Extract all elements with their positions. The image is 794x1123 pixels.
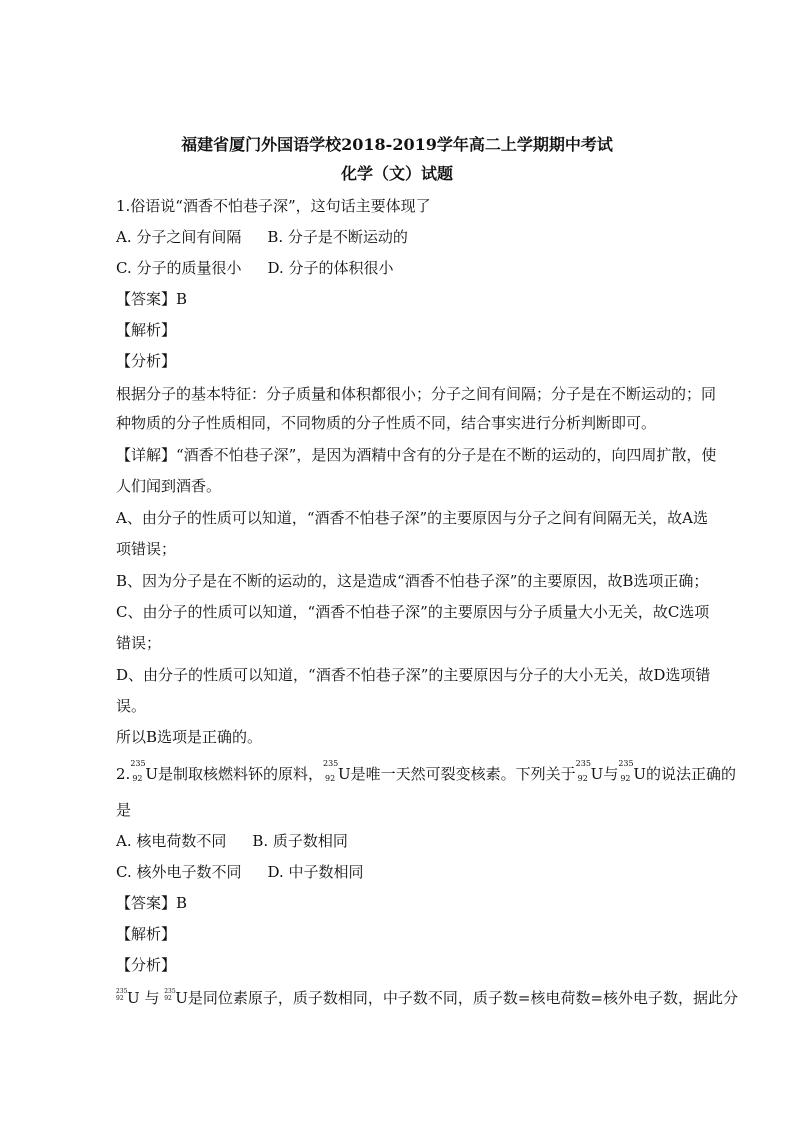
q2-jiexi-label: 【解析】 [116, 925, 177, 943]
q1-detail-line-2: 人们闻到酒香。 [116, 477, 222, 495]
q1-option-a: A. 分子之间有间隔 [116, 228, 242, 246]
q1-option-d: D. 分子的体积很小 [267, 259, 394, 277]
q1-conclusion: 所以B选项是正确的。 [116, 728, 263, 746]
q2-analysis-isotope-1: 235 92 U [116, 988, 140, 1007]
q1-answer: 【答案】B [116, 290, 188, 308]
q2-option-b: B. 质子数相同 [252, 832, 348, 850]
q2-option-c: C. 核外电子数不同 [116, 863, 242, 881]
q1-option-c: C. 分子的质量很小 [116, 259, 242, 277]
q1-options-cd [116, 258, 394, 278]
q1-d-line-2: 误。 [116, 697, 147, 715]
q1-d-line-1: D、由分子的性质可以知道，“酒香不怕巷子深”的主要原因与分子的大小无关，故D选项错 [116, 666, 711, 684]
q1-b-line-1: B、因为分子是在不断的运动的，这是造成“酒香不怕巷子深”的主要原因，故B选项正确； [116, 572, 709, 590]
q1-c-line-1: C、由分子的性质可以知道，“酒香不怕巷子深”的主要原因与分子质量大小无关，故C选项 [116, 603, 710, 621]
q2-option-d: D. 中子数相同 [267, 863, 364, 881]
q2-analysis-line-1: 235 92 U 与 235 92 U是同位素原子，质子数相同，中子数不同，质子数=核电荷数=核外电子数，据此分 [116, 988, 739, 1007]
q1-detail-line-1: 【详解】“酒香不怕巷子深”，是因为酒精中含有的分子是在不断的运动的，向四周扩散，使 [116, 446, 717, 464]
q2-options-ab [116, 831, 348, 851]
q1-fenxi-label: 【分析】 [116, 352, 177, 370]
q2-isotope-3: 235 92 U [575, 759, 604, 783]
q1-analysis-line-1: 根据分子的基本特征：分子质量和体积都很小；分子之间有间隔；分子是在不断运动的；同 [116, 385, 717, 403]
q1-option-b: B. 分子是不断运动的 [267, 228, 408, 246]
q2-isotope-1: 235 92 U [130, 759, 158, 783]
q1-stem: 1.俗语说“酒香不怕巷子深”，这句话主要体现了 [116, 197, 431, 215]
q2-fenxi-label: 【分析】 [116, 956, 177, 974]
q2-stem-line-1: 2. 235 92 U是制取核燃料钚的原料， 235 92 U是唯一天然可裂变核素。下列关于 235 92 U与 235 92 U的说法正确的 [116, 759, 736, 783]
document-title: 福建省厦门外国语学校2018-2019学年高二上学期期中考试 [181, 135, 613, 154]
document-subtitle: 化学（文）试题 [340, 164, 453, 183]
q2-isotope-2: 235 92 U [322, 759, 351, 783]
q2-answer: 【答案】B [116, 894, 188, 912]
q2-options-cd [116, 862, 364, 882]
q2-isotope-4: 235 92 U [618, 759, 646, 783]
q2-option-a: A. 核电荷数不同 [116, 832, 227, 850]
q1-analysis-line-2: 种物质的分子性质相同，不同物质的分子性质不同，结合事实进行分析判断即可。 [116, 414, 657, 432]
q1-a-line-1: A、由分子的性质可以知道，“酒香不怕巷子深”的主要原因与分子之间有间隔无关，故A选 [116, 509, 709, 527]
q2-stem-line-2: 是 [116, 801, 132, 819]
q1-a-line-2: 项错误； [116, 540, 177, 558]
q1-c-line-2: 错误； [116, 634, 162, 652]
q1-jiexi-label: 【解析】 [116, 321, 177, 339]
q1-options-ab [116, 227, 408, 247]
q2-number: 2. [116, 765, 131, 783]
q2-analysis-isotope-2: 235 92 U [164, 988, 188, 1007]
